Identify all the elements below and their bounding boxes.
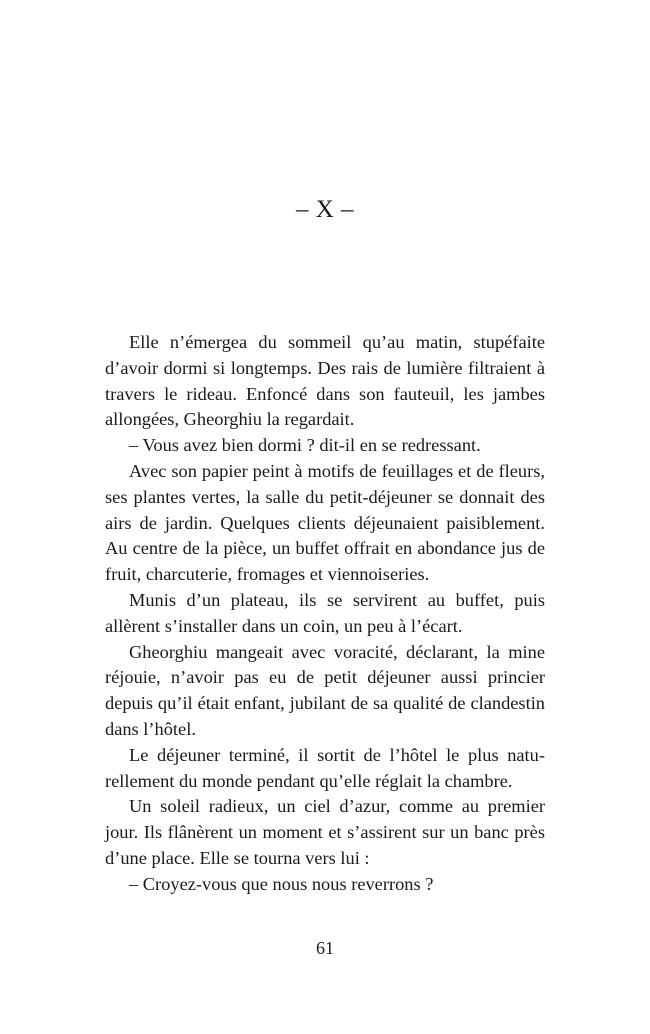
page-number: 61 [316,938,334,958]
paragraph: – Croyez-vous que nous nous reverrons ? [129,873,434,894]
paragraph: Elle n’émergea du sommeil qu’au matin, stupéfaite d’avoir dormi si longtemps. Des rais de lumière filtraient à travers le rideau. Enfoncé dans son fauteuil, les jambes allongées, Gheorghiu la regardait. [105,332,545,430]
paragraph: Avec son papier peint à motifs de feuillages et de fleurs, ses plantes vertes, la salle du petit-déjeuner se donnait des airs de jardin. Quelques clients déjeunaient paisiblement. Au centre de la pièce, un buffet offrait en abondance jus de fruit, charcuterie, fromages et viennoiseries. [105,460,545,585]
chapter-title: – X – [295,196,355,223]
paragraph: Le déjeuner terminé, il sortit de l’hôtel le plus naturellement du monde pendant qu’elle réglait la chambre. [105,744,545,791]
paragraph: Munis d’un plateau, ils se servirent au buffet, puis allèrent s’installer dans un coin, un peu à l’écart. [105,589,545,636]
paragraph: Un soleil radieux, un ciel d’azur, comme au premier jour. Ils flânèrent un moment et s’assirent sur un banc près d’une place. Elle se tourna vers lui : [105,796,545,868]
body-text [105,330,545,898]
paragraph: – Vous avez bien dormi ? dit-il en se redressant. [129,435,481,456]
paragraph: Gheorghiu mangeait avec voracité, déclarant, la mine réjouie, n’avoir pas eu de petit déjeuner aussi princier depuis qu’il était enfant, jubilant de sa qualité de clandestin dans l’hôtel. [105,641,545,739]
